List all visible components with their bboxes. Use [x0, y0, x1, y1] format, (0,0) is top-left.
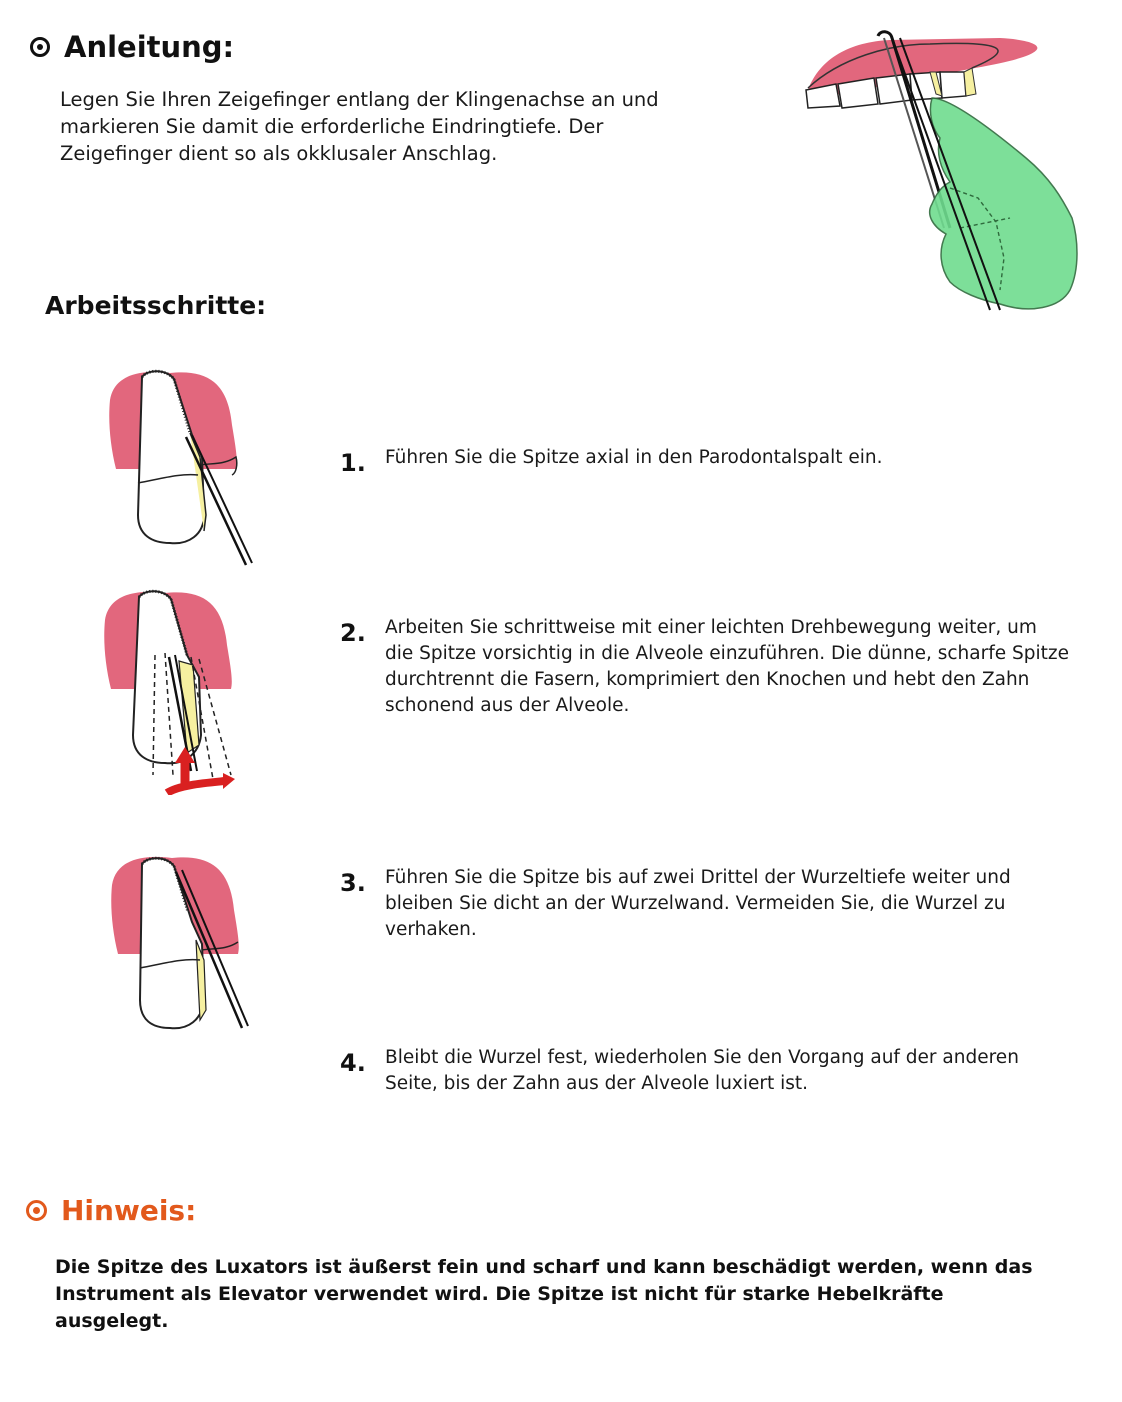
- step-3: [340, 865, 1070, 943]
- target-icon: [26, 1200, 47, 1221]
- tooth-illustration-step-1: [100, 365, 275, 575]
- target-icon: [30, 37, 50, 57]
- step-2: [340, 615, 1070, 719]
- steps-heading: [45, 291, 266, 320]
- instructions-title: Anleitung:: [64, 30, 235, 64]
- tooth-illustration-step-2: [95, 585, 270, 795]
- tooth-illustration-step-3: [102, 850, 277, 1060]
- hand-luxator-illustration: [800, 28, 1092, 320]
- step-number: 2.: [340, 619, 366, 647]
- step-number: 1.: [340, 449, 366, 477]
- note-heading: [26, 1194, 196, 1227]
- note-title: Hinweis:: [61, 1194, 197, 1227]
- steps-title: Arbeitsschritte:: [45, 291, 267, 320]
- note-body: Die Spitze des Luxators ist äußerst fein und scharf und kann beschädigt werden, wenn das Instrument als Elevator verwendet wird. Die Spitze ist nicht für starke Hebelkräfte ausgelegt.: [55, 1256, 1033, 1332]
- step-4: [340, 1045, 1070, 1097]
- instructions-heading: [30, 30, 234, 64]
- step-text: Bleibt die Wurzel fest, wiederholen Sie den Vorgang auf der anderen Seite, bis der Zahn aus der Alveole luxiert ist.: [385, 1047, 1019, 1094]
- instructions-body: Legen Sie Ihren Zeigefinger entlang der Klingenachse an und markieren Sie damit die erforderliche Eindringtiefe. Der Zeigefinger dient so als okklusaler Anschlag.: [60, 88, 659, 165]
- step-text: Führen Sie die Spitze axial in den Parodontalspalt ein.: [385, 447, 883, 468]
- step-1: [340, 445, 1070, 476]
- step-number: 3.: [340, 869, 366, 897]
- step-text: Arbeiten Sie schrittweise mit einer leichten Drehbewegung weiter, um die Spitze vorsichtig in die Alveole einzuführen. Die dünne, scharfe Spitze durchtrennt die Fasern, komprimiert den Knochen und hebt den Zahn schonend aus der Alveole.: [385, 617, 1069, 716]
- step-number: 4.: [340, 1049, 366, 1077]
- step-text: Führen Sie die Spitze bis auf zwei Drittel der Wurzeltiefe weiter und bleiben Sie dicht an der Wurzelwand. Vermeiden Sie, die Wurzel zu verhaken.: [385, 867, 1011, 940]
